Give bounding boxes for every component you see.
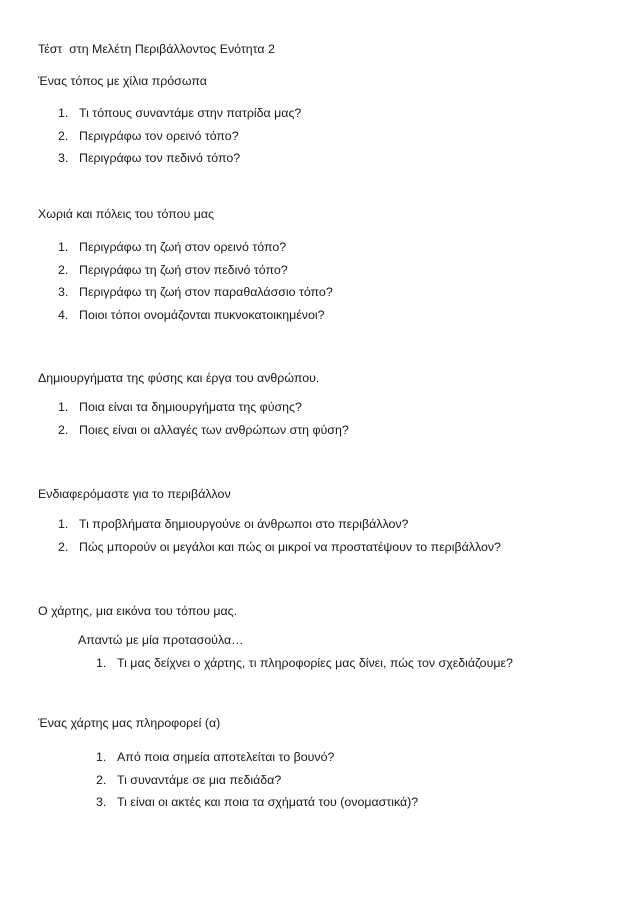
item-text: Τι μας δείχνει ο χάρτης, τι πληροφορίες μας δίνει, πώς τον σχεδιάζουμε? <box>117 656 513 670</box>
item-text: Τι είναι οι ακτές και ποια τα σχήματά του (ονομαστικά)? <box>117 795 419 809</box>
item-text: Ποιοι τόποι ονομάζονται πυκνοκατοικημένοι? <box>79 307 325 322</box>
item-text: Περιγράφω τη ζωή στον ορεινό τόπο? <box>79 240 287 254</box>
item-number: 1. <box>96 750 107 764</box>
item-text: Περιγράφω τη ζωή στον πεδινό τόπο? <box>79 262 288 277</box>
item-text: Πώς μπορούν οι μεγάλοι και πώς οι μικροί να προστατέψουν το περιβάλλον? <box>79 539 501 554</box>
section-heading: Ένας χάρτης μας πληροφορεί (α) <box>38 716 221 730</box>
item-text: Ποια είναι τα δημιουργήματα της φύσης? <box>79 400 302 414</box>
item-number: 3. <box>58 151 69 165</box>
section-heading: Ο χάρτης, μια εικόνα του τόπου μας. <box>38 604 238 618</box>
item-number: 3. <box>58 285 69 299</box>
item-text: Περιγράφω τον ορεινό τόπο? <box>79 128 239 143</box>
section-heading: Χωριά και πόλεις του τόπου μας <box>38 207 215 221</box>
item-number: 2. <box>58 262 69 277</box>
item-number: 1. <box>96 656 107 670</box>
item-text: Τι τόπους συναντάμε στην πατρίδα μας? <box>79 106 302 120</box>
item-number: 1. <box>58 400 69 414</box>
item-text: Τι συναντάμε σε μια πεδιάδα? <box>117 772 282 787</box>
item-number: 1. <box>58 106 69 120</box>
item-number: 2. <box>58 422 69 437</box>
page-title: Τέστ στη Μελέτη Περιβάλλοντος Ενότητα 2 <box>38 42 275 56</box>
item-text: Τι προβλήματα δημιουργούνε οι άνθρωποι στο περιβάλλον? <box>79 517 409 531</box>
section-heading: Ενδιαφερόμαστε για το περιβάλλον <box>38 487 231 501</box>
section-heading: Δημιουργήματα της φύσης και έργα του ανθρώπου. <box>38 371 320 385</box>
item-number: 1. <box>58 240 69 254</box>
item-number: 2. <box>58 539 69 554</box>
item-number: 4. <box>58 307 69 322</box>
item-text: Περιγράφω τον πεδινό τόπο? <box>79 151 241 165</box>
item-text: Από ποια σημεία αποτελείται το βουνό? <box>117 750 335 764</box>
item-number: 2. <box>96 772 107 787</box>
answer-instruction: Απαντώ με μία προτασούλα… <box>78 633 244 647</box>
section-heading: Ένας τόπος με χίλια πρόσωπα <box>38 74 207 88</box>
item-text: Περιγράφω τη ζωή στον παραθαλάσσιο τόπο? <box>79 285 333 299</box>
item-number: 1. <box>58 517 69 531</box>
item-number: 2. <box>58 128 69 143</box>
item-number: 3. <box>96 795 107 809</box>
item-text: Ποιες είναι οι αλλαγές των ανθρώπων στη φύση? <box>79 422 349 437</box>
